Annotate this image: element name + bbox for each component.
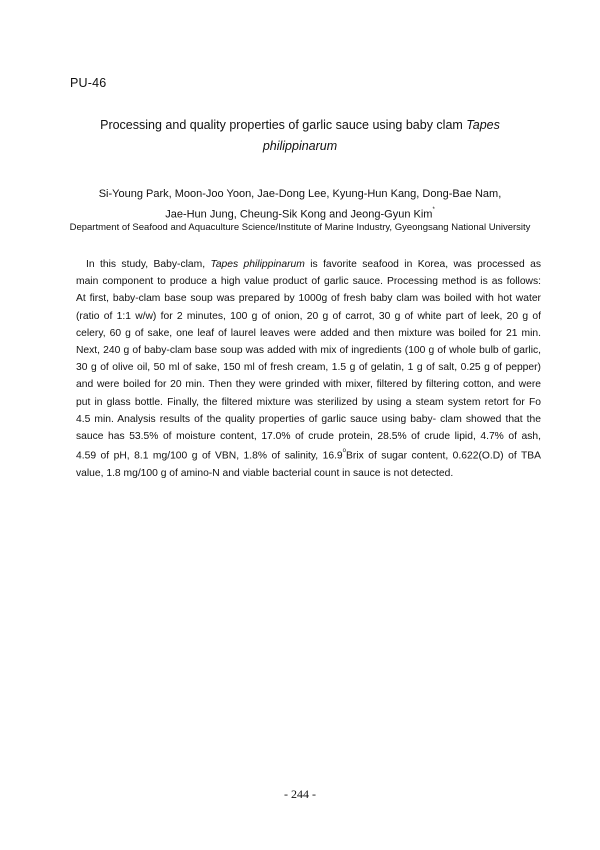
abstract-text: 4.59 of pH, 8.1 mg/100 g of VBN, 1.8% of salinity, 16.9: [76, 450, 343, 462]
authors-line-2: Jae-Hun Jung, Cheung-Sik Kong and Jeong-Gyun Kim: [165, 208, 433, 221]
abstract-line: [76, 445, 541, 465]
abstract-line: main component to produce a high value product of garlic sauce. Processing method is as follows:: [76, 276, 541, 288]
paper-title: [60, 115, 540, 157]
authors-line-1: Si-Young Park, Moon-Joo Yoon, Jae-Dong Lee, Kyung-Hun Kang, Dong-Bae Nam,: [98, 188, 502, 200]
title-species-genus: Tapes: [466, 118, 500, 132]
abstract-line: (ratio of 1:1 w/w) for 2 minutes, 100 g of onion, 20 g of carrot, 30 g of white part of leek, 20 g of: [76, 310, 541, 322]
title-main: Processing and quality properties of garlic sauce using baby clam: [100, 118, 467, 132]
affiliation: Department of Seafood and Aquaculture Science/Institute of Marine Industry, Gyeongsang National University: [69, 222, 531, 233]
abstract-line: 30 g of olive oil, 50 ml of sake, 150 ml of fresh cream, 1.5 g of gelatin, 1 g of salt, 0.25 g of pepper): [76, 362, 541, 374]
abstract-line: and were boiled for 20 min. Then they were grinded with mixer, filtered by filtering cotton, and were: [76, 379, 541, 391]
author-list: [60, 186, 540, 224]
abstract-line: 4.5 min. Analysis results of the quality properties of garlic sauce using baby- clam showed that the: [76, 413, 541, 425]
abstract-line: celery, 60 g of sake, one leaf of laurel leaves were added and then mixture was boiled for 21 min.: [76, 327, 541, 339]
abstract-text: is favorite seafood in Korea, was processed as: [304, 259, 542, 270]
species-name: Tapes philippinarum: [210, 259, 305, 270]
abstract-line: At first, baby-clam base soup was prepared by 1000g of fresh baby clam was boiled with hot water: [76, 293, 541, 305]
abstract-code: PU-46: [70, 76, 107, 90]
page-number: - 244 -: [284, 787, 316, 801]
abstract-text: Brix of sugar content, 0.622(O.D) of TBA: [346, 450, 541, 462]
abstract-text: In this study, Baby-clam,: [86, 259, 211, 270]
degree-superscript: o: [342, 448, 347, 455]
abstract-line: sauce has 53.5% of moisture content, 17.0% of crude protein, 28.5% of crude lipid, 4.7% of ash,: [76, 431, 541, 443]
abstract-line: put in glass bottle. Finally, the filtered mixture was sterilized by using a steam system retort for Fo: [76, 396, 541, 408]
title-species-epithet: philippinarum: [262, 139, 338, 153]
corresponding-author-mark: *: [432, 206, 435, 213]
abstract-line: Next, 240 g of baby-clam base soup was added with mix of ingredients (100 g of whole bulb of garlic,: [76, 345, 541, 357]
abstract-line: [76, 256, 541, 273]
abstract-line: value, 1.8 mg/100 g of amino-N and viable bacterial count in sauce is not detected.: [76, 467, 454, 479]
abstract-body: [76, 256, 541, 482]
